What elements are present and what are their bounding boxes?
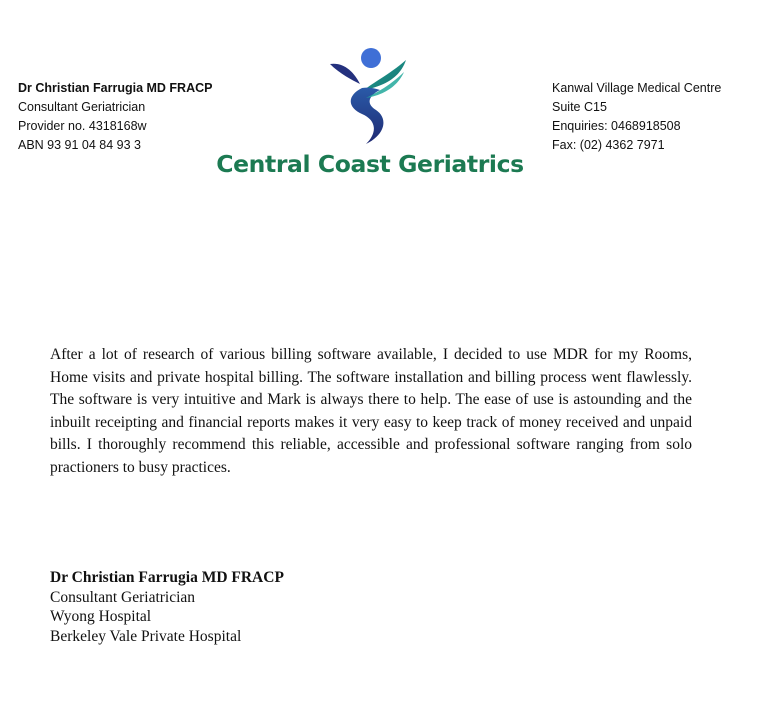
letterhead-doctor-details — [18, 79, 212, 155]
suite-number: Suite C15 — [552, 100, 607, 114]
provider-number: Provider no. 4318168w — [18, 119, 147, 133]
signature-title: Consultant Geriatrician — [50, 588, 196, 606]
logo-figure-icon — [326, 44, 410, 148]
abn-number: ABN 93 91 04 84 93 3 — [18, 138, 142, 152]
signature-hospital-2: Berkeley Vale Private Hospital — [50, 627, 242, 645]
doctor-title: Consultant Geriatrician — [18, 100, 146, 114]
fax-number: Fax: (02) 4362 7971 — [552, 138, 665, 152]
signature-name: Dr Christian Farrugia MD FRACP — [50, 569, 284, 586]
letterhead-practice-details — [552, 79, 721, 155]
doctor-name: Dr Christian Farrugia MD FRACP — [18, 81, 213, 95]
logo-text: Central Coast Geriatrics — [216, 150, 524, 178]
enquiries-phone: Enquiries: 0468918508 — [552, 119, 681, 133]
signature-hospital-1: Wyong Hospital — [50, 608, 152, 625]
testimonial-paragraph: After a lot of research of various billing software available, I decided to use MDR for my Rooms, Home visits and private hospital billing. The software installation and billing process went flawlessly. The software is very intuitive and Mark is always there to help. The ease of use is astounding and the inbuilt receipting and financial reports makes it very easy to keep track of money received and unpaid bills. I thoroughly recommend this reliable, accessible and professional software ranging from solo practioners to busy practices. — [50, 346, 692, 476]
practice-name: Kanwal Village Medical Centre — [552, 81, 722, 95]
signature-block — [50, 568, 284, 646]
